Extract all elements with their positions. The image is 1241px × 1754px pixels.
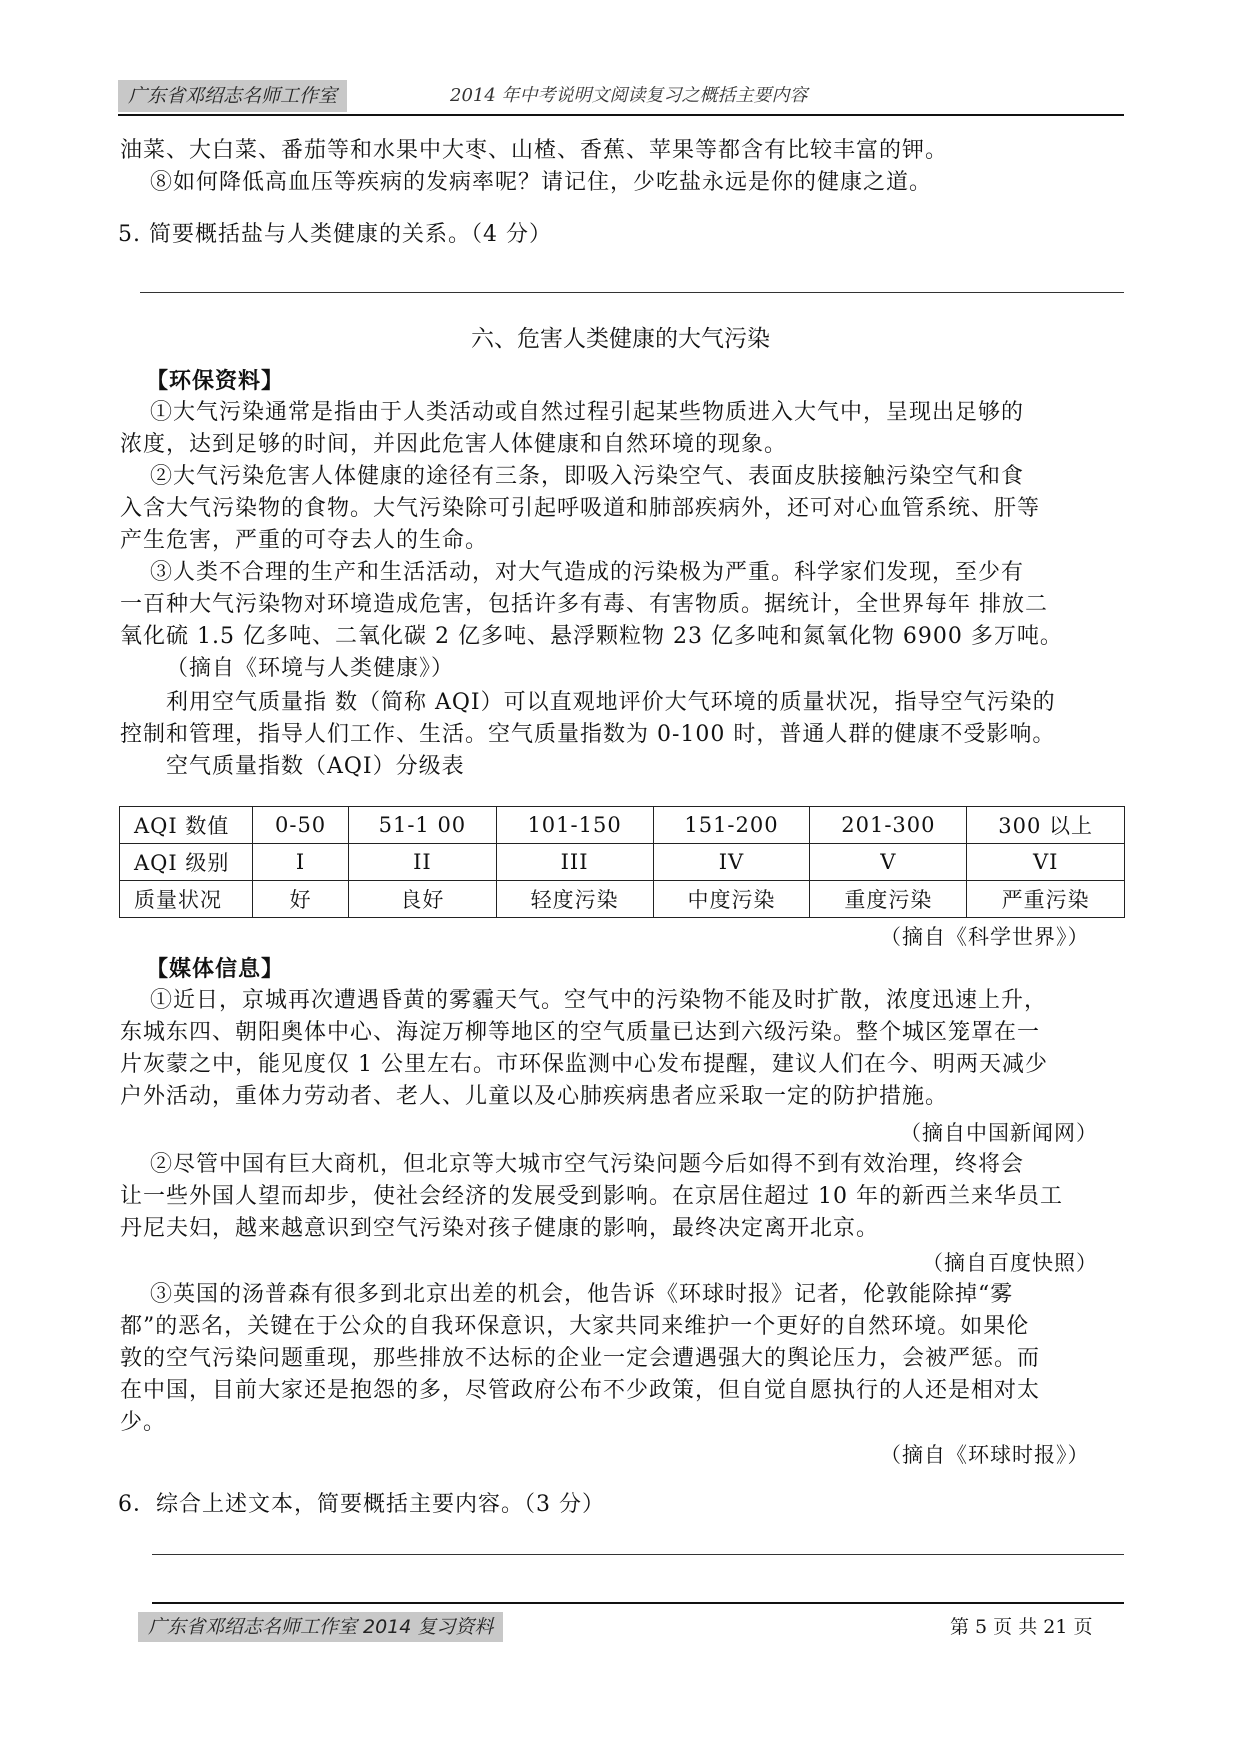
footer-rule [152,1602,1124,1604]
aqi-cell: V [810,844,967,881]
aqi-cell: II [349,844,496,881]
aqi-cell: 101-150 [496,807,653,844]
env-p3-line-3: 氧化硫 1.5 亿多吨、二氧化碳 2 亿多吨、悬浮颗粒物 23 亿多吨和氮氧化物 6900 多万吨。 [120,624,1063,649]
question-5: 5. 简要概括盐与人类健康的关系。（4 分） [118,222,552,247]
media-p1-line-2: 东城东四、朝阳奥体中心、海淀万柳等地区的空气质量已达到六级污染。整个城区笼罩在一 [120,1020,1041,1045]
aqi-cell: 300 以上 [967,807,1125,844]
media-p2-source: （摘自百度快照） [922,1251,1098,1275]
media-p1-line-4: 户外活动，重体力劳动者、老人、儿童以及心肺疾病患者应采取一定的防护措施。 [120,1084,949,1109]
env-p2-line-1: ②大气污染危害人体健康的途径有三条，即吸入污染空气、表面皮肤接触污染空气和食 [150,464,1025,489]
env-p3-line-2: 一百种大气污染物对环境造成危害，包括许多有毒、有害物质。据统计，全世界每年 排放二 [120,592,1048,617]
intro-line-2: ⑧如何降低高血压等疾病的发病率呢？请记住，少吃盐永远是你的健康之道。 [150,170,933,195]
aqi-cell: 中度污染 [653,881,810,918]
media-p3-line-4: 在中国，目前大家还是抱怨的多，尽管政府公布不少政策，但自觉自愿执行的人还是相对太 [120,1378,1041,1403]
aqi-cell: AQI 级别 [120,844,253,881]
media-p3-line-1: ③英国的汤普森有很多到北京出差的机会，他告诉《环球时报》记者，伦敦能除掉“雾 [150,1282,1014,1307]
media-heading: 【媒体信息】 [146,956,285,982]
aqi-cell: 0-50 [253,807,349,844]
intro-line-1: 油菜、大白菜、番茄等和水果中大枣、山楂、香蕉、苹果等都含有比较丰富的钾。 [120,138,949,163]
answer-line-q6-1 [152,1554,1124,1555]
env-source: （摘自《环境与人类健康》） [166,656,455,681]
env-heading: 【环保资料】 [146,368,285,394]
aqi-cell: 质量状况 [120,881,253,918]
aqi-cell: 良好 [349,881,496,918]
media-p3-line-5: 少。 [120,1410,167,1435]
media-p3-source: （摘自《环球时报》） [880,1443,1090,1467]
section-title: 六、危害人类健康的大气污染 [471,326,770,352]
media-p1-line-1: ①近日，京城再次遭遇昏黄的雾霾天气。空气中的污染物不能及时扩散，浓度迅速上升， [150,988,1048,1013]
aqi-intro-line-1: 利用空气质量指 数（简称 AQI）可以直观地评价大气环境的质量状况，指导空气污染的 [166,690,1056,715]
aqi-table-title: 空气质量指数（AQI）分级表 [166,754,465,779]
aqi-cell: 严重污染 [967,881,1125,918]
media-p3-line-2: 都”的恶名，关键在于公众的自我环保意识，大家共同来维护一个更好的自然环境。如果伦 [120,1314,1030,1339]
aqi-table-row [120,881,1125,918]
media-p1-line-3: 片灰蒙之中，能见度仅 1 公里左右。市环保监测中心发布提醒，建议人们在今、明两天减少 [120,1052,1048,1077]
media-p1-source: （摘自中国新闻网） [900,1121,1098,1145]
aqi-table-row [120,807,1125,844]
media-p3-line-3: 敦的空气污染问题重现，那些排放不达标的企业一定会遭遇强大的舆论压力，会被严惩。而 [120,1346,1041,1371]
aqi-cell: IV [653,844,810,881]
page-number: 第 5 页 共 21 页 [950,1616,1093,1638]
aqi-table-row [120,844,1125,881]
media-p2-line-2: 让一些外国人望而却步，使社会经济的发展受到影响。在京居住超过 10 年的新西兰来华员工 [120,1184,1063,1209]
answer-line-q5 [140,292,1124,293]
footer-left-label: 广东省邓绍志名师工作室 2014 复习资料 [138,1612,503,1642]
env-p3-line-1: ③人类不合理的生产和生活活动，对大气造成的污染极为严重。科学家们发现，至少有 [150,560,1025,585]
media-p2-line-3: 丹尼夫妇，越来越意识到空气污染对孩子健康的影响，最终决定离开北京。 [120,1216,880,1241]
env-p1-line-2: 浓度，达到足够的时间，并因此危害人体健康和自然环境的现象。 [120,432,788,457]
question-6: 6．综合上述文本，简要概括主要内容。（3 分） [118,1492,605,1517]
aqi-cell: 重度污染 [810,881,967,918]
header-title: 2014 年中考说明文阅读复习之概括主要内容 [450,85,808,106]
aqi-intro-line-2: 控制和管理，指导人们工作、生活。空气质量指数为 0-100 时，普通人群的健康不受影响。 [120,722,1056,747]
aqi-cell: 151-200 [653,807,810,844]
aqi-cell: I [253,844,349,881]
aqi-source: （摘自《科学世界》） [880,925,1090,949]
env-p2-line-2: 入含大气污染物的食物。大气污染除可引起呼吸道和肺部疾病外，还可对心血管系统、肝等 [120,496,1041,521]
aqi-cell: VI [967,844,1125,881]
media-p2-line-1: ②尽管中国有巨大商机，但北京等大城市空气污染问题今后如得不到有效治理，终将会 [150,1152,1025,1177]
aqi-cell: 好 [253,881,349,918]
aqi-cell: AQI 数值 [120,807,253,844]
aqi-cell: 51-1 00 [349,807,496,844]
aqi-table [119,806,1125,918]
aqi-cell: 201-300 [810,807,967,844]
env-p1-line-1: ①大气污染通常是指由于人类活动或自然过程引起某些物质进入大气中，呈现出足够的 [150,400,1025,425]
header-rule [118,114,1124,116]
env-p2-line-3: 产生危害，严重的可夺去人的生命。 [120,528,489,553]
header-left-label: 广东省邓绍志名师工作室 [118,80,347,112]
aqi-cell: III [496,844,653,881]
aqi-cell: 轻度污染 [496,881,653,918]
